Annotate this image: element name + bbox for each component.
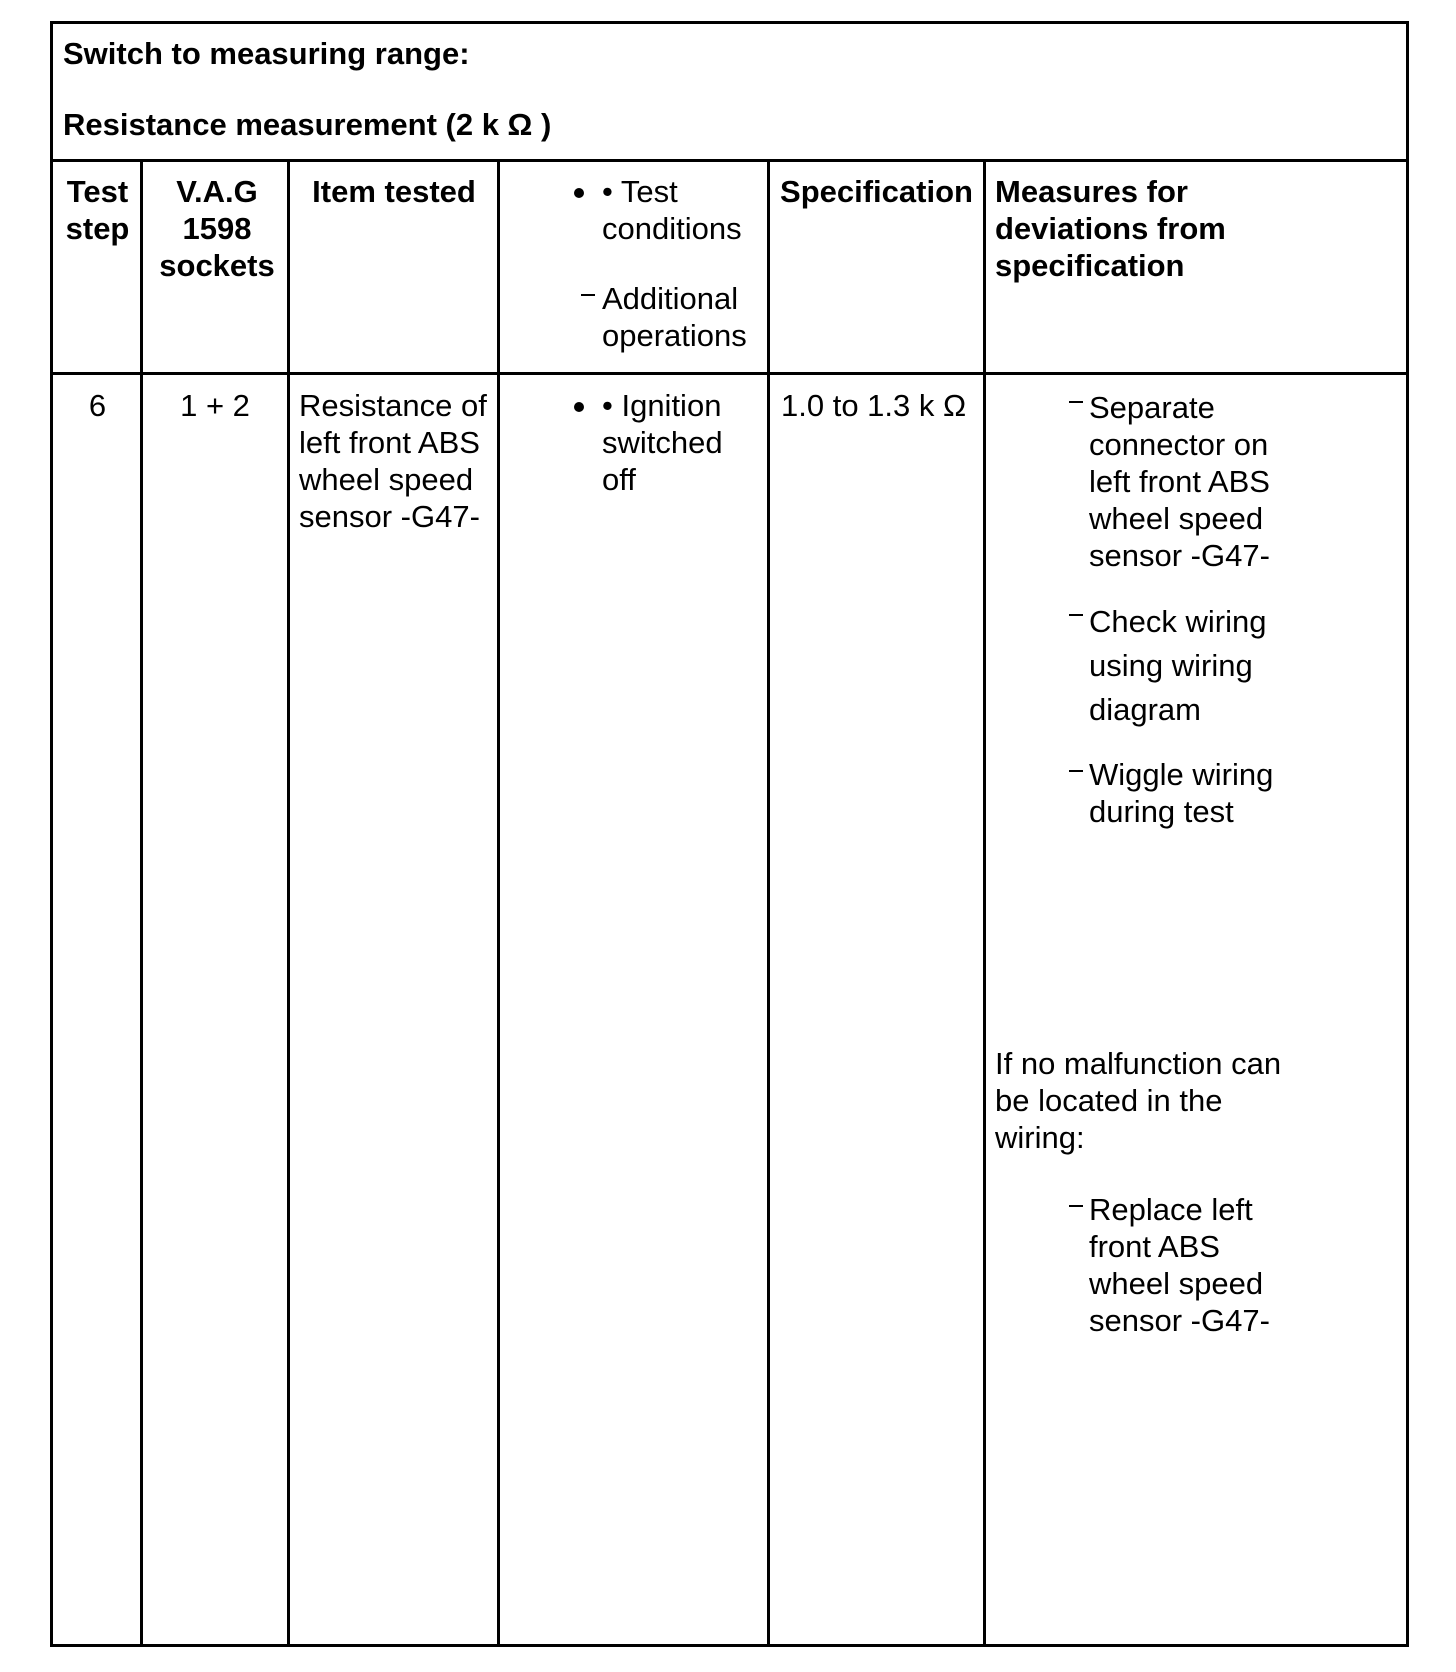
measuring-range-value: Resistance measurement (2 k Ω ) (63, 107, 552, 142)
measure-item: Check wiring using wiring diagram (1089, 604, 1267, 727)
header-item-tested: Item tested (312, 174, 476, 209)
dash-icon (1069, 770, 1083, 772)
dash-icon (581, 294, 595, 296)
header-additional-operations: Additional operations (602, 281, 747, 353)
dash-icon (1069, 401, 1083, 403)
column-divider (767, 159, 770, 1647)
dash-icon (1069, 614, 1083, 616)
table-grid (53, 159, 1406, 1647)
measure-item: Separate connector on left front ABS wheel speed sensor -G47- (1089, 390, 1270, 573)
row-condition: • Ignition switched off (602, 388, 723, 497)
row-specification: 1.0 to 1.3 k Ω (781, 388, 967, 423)
row-test-step: 6 (88, 388, 107, 423)
bullet-icon (574, 402, 584, 412)
measure-item: Replace left front ABS wheel speed sensor -G47- (1089, 1192, 1270, 1338)
column-divider (983, 159, 986, 1647)
column-divider (140, 159, 143, 1647)
measure-item: Wiggle wiring during test (1089, 757, 1274, 829)
fallback-note: If no malfunction can be located in the wiring: (995, 1046, 1282, 1155)
header-test-conditions: • Test conditions (602, 174, 742, 246)
header-vag-sockets: V.A.G 1598 sockets (159, 174, 275, 283)
dash-icon (1069, 1205, 1083, 1207)
row-item-tested: Resistance of left front ABS wheel speed sensor -G47- (299, 388, 487, 534)
row-sockets: 1 + 2 (180, 388, 250, 423)
column-divider (497, 159, 500, 1647)
header-divider (53, 372, 1406, 375)
header-test-step: Test step (65, 174, 130, 246)
column-divider (287, 159, 290, 1647)
header-measures: Measures for deviations from specification (995, 174, 1226, 283)
test-table (50, 21, 1409, 1647)
measuring-range-box (53, 24, 1406, 162)
measuring-range-instruction: Switch to measuring range: (63, 36, 470, 71)
header-specification: Specification (780, 174, 973, 209)
bullet-icon (574, 188, 584, 198)
